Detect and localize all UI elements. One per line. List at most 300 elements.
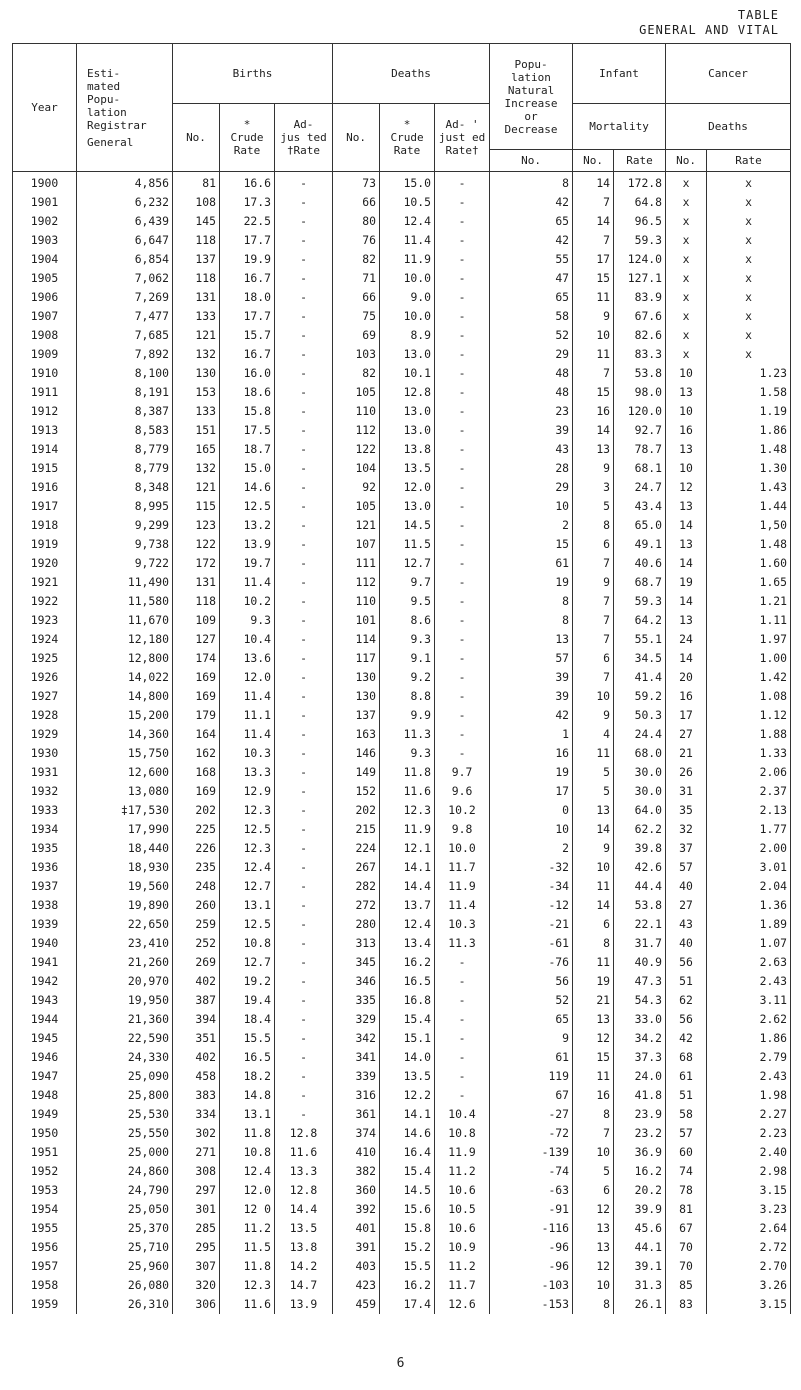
table-row (13, 1276, 791, 1295)
table-cell: 43 (666, 915, 707, 934)
table-cell: 320 (173, 1276, 220, 1295)
table-cell: 302 (173, 1124, 220, 1143)
table-cell: 82 (333, 364, 380, 383)
table-cell: - (275, 896, 333, 915)
table-cell: - (275, 725, 333, 744)
table-cell: 25,090 (77, 1067, 173, 1086)
table-cell: 48 (490, 364, 573, 383)
table-cell: 23 (490, 402, 573, 421)
table-cell: 105 (333, 383, 380, 402)
table-cell: 62 (666, 991, 707, 1010)
table-cell: 202 (173, 801, 220, 820)
table-cell: 1.89 (707, 915, 791, 934)
table-cell: 22,650 (77, 915, 173, 934)
table-row (13, 1200, 791, 1219)
table-cell: 40 (666, 934, 707, 953)
table-cell: - (275, 554, 333, 573)
table-cell: 2.98 (707, 1162, 791, 1181)
table-cell: 16.4 (380, 1143, 435, 1162)
table-cell: 11.4 (220, 573, 275, 592)
table-cell: 118 (173, 231, 220, 250)
table-cell: 24.7 (614, 478, 666, 497)
table-cell: 12.4 (380, 915, 435, 934)
table-cell: 34.2 (614, 1029, 666, 1048)
table-cell: -72 (490, 1124, 573, 1143)
table-cell: - (275, 383, 333, 402)
table-cell: 153 (173, 383, 220, 402)
table-cell: 47 (490, 269, 573, 288)
table-cell: - (275, 345, 333, 364)
table-cell: 14.5 (380, 516, 435, 535)
table-cell: 83.9 (614, 288, 666, 307)
table-cell: 124.0 (614, 250, 666, 269)
table-cell: 9.0 (380, 288, 435, 307)
table-cell: - (435, 706, 490, 725)
table-cell: 8,583 (77, 421, 173, 440)
table-cell: -91 (490, 1200, 573, 1219)
table-cell: 1957 (13, 1257, 77, 1276)
table-cell: 11.5 (220, 1238, 275, 1257)
table-cell: 2.43 (707, 1067, 791, 1086)
table-cell: 122 (173, 535, 220, 554)
table-cell: 41.4 (614, 668, 666, 687)
table-cell: 11.4 (220, 725, 275, 744)
table-cell: 19.7 (220, 554, 275, 573)
table-cell: x (666, 288, 707, 307)
table-cell: 1 (490, 725, 573, 744)
table-cell: 78 (666, 1181, 707, 1200)
table-cell: 16.6 (220, 172, 275, 194)
table-cell: 22,590 (77, 1029, 173, 1048)
table-cell: 16.2 (614, 1162, 666, 1181)
table-cell: 164 (173, 725, 220, 744)
table-cell: - (435, 421, 490, 440)
table-cell: 11 (573, 877, 614, 896)
table-row (13, 1086, 791, 1105)
table-cell: - (435, 1029, 490, 1048)
table-cell: 16.7 (220, 345, 275, 364)
table-cell: 1.43 (707, 478, 791, 497)
table-cell: 15,750 (77, 744, 173, 763)
table-cell: 1938 (13, 896, 77, 915)
table-row (13, 1295, 791, 1314)
table-cell: 121 (173, 478, 220, 497)
table-cell: 19,560 (77, 877, 173, 896)
table-cell: x (707, 172, 791, 194)
table-cell: 11.2 (220, 1219, 275, 1238)
table-cell: 383 (173, 1086, 220, 1105)
table-cell: 11.6 (220, 1295, 275, 1314)
table-cell: -63 (490, 1181, 573, 1200)
table-cell: - (435, 972, 490, 991)
table-cell: - (435, 516, 490, 535)
table-cell: 7 (573, 611, 614, 630)
table-cell: x (666, 231, 707, 250)
table-cell: 23.2 (614, 1124, 666, 1143)
table-cell: 1906 (13, 288, 77, 307)
table-cell: 14.1 (380, 1105, 435, 1124)
table-cell: 40.9 (614, 953, 666, 972)
table-row (13, 573, 791, 592)
table-cell: - (275, 172, 333, 194)
table-cell: 13 (666, 440, 707, 459)
table-cell: 19 (490, 573, 573, 592)
table-cell: 202 (333, 801, 380, 820)
table-cell: 59.2 (614, 687, 666, 706)
table-row (13, 535, 791, 554)
table-cell: 4,856 (77, 172, 173, 194)
table-cell: - (435, 725, 490, 744)
table-cell: 64.8 (614, 193, 666, 212)
table-cell: 1909 (13, 345, 77, 364)
table-row (13, 459, 791, 478)
table-cell: - (275, 478, 333, 497)
table-cell: - (275, 516, 333, 535)
table-cell: 12 (666, 478, 707, 497)
table-cell: 19 (490, 763, 573, 782)
table-cell: 13 (573, 801, 614, 820)
table-cell: 1928 (13, 706, 77, 725)
table-row (13, 1124, 791, 1143)
table-cell: 2.23 (707, 1124, 791, 1143)
table-cell: 39.9 (614, 1200, 666, 1219)
table-cell: 1927 (13, 687, 77, 706)
table-cell: - (435, 383, 490, 402)
table-cell: - (435, 288, 490, 307)
table-cell: - (275, 573, 333, 592)
table-cell: x (666, 193, 707, 212)
table-cell: - (275, 535, 333, 554)
table-cell: 40.6 (614, 554, 666, 573)
table-cell: 11,670 (77, 611, 173, 630)
table-cell: 44.1 (614, 1238, 666, 1257)
table-cell: 13.3 (275, 1162, 333, 1181)
table-cell: 78.7 (614, 440, 666, 459)
table-cell: 32 (666, 820, 707, 839)
table-cell: 58 (490, 307, 573, 326)
header-births-adjusted: Ad- jus ted †Rate (275, 104, 333, 172)
table-cell: 2.27 (707, 1105, 791, 1124)
table-cell: 285 (173, 1219, 220, 1238)
table-cell: - (275, 782, 333, 801)
table-cell: - (275, 231, 333, 250)
table-cell: 5 (573, 782, 614, 801)
table-cell: 5 (573, 763, 614, 782)
table-cell: 13.5 (275, 1219, 333, 1238)
table-cell: 15,200 (77, 706, 173, 725)
table-cell: 14,360 (77, 725, 173, 744)
header-deaths-no: No. (333, 104, 380, 172)
table-cell: 14.5 (380, 1181, 435, 1200)
table-cell: 7 (573, 630, 614, 649)
table-cell: 1.42 (707, 668, 791, 687)
table-cell: 13,080 (77, 782, 173, 801)
table-cell: - (435, 307, 490, 326)
table-cell: 16 (490, 744, 573, 763)
table-cell: -27 (490, 1105, 573, 1124)
table-cell: 14 (666, 554, 707, 573)
table-row (13, 725, 791, 744)
table-cell: 8 (490, 172, 573, 194)
table-cell: - (275, 801, 333, 820)
table-cell: - (435, 326, 490, 345)
table-cell: 130 (333, 668, 380, 687)
table-cell: 346 (333, 972, 380, 991)
table-cell: 12.3 (220, 801, 275, 820)
table-cell: - (275, 820, 333, 839)
table-cell: 295 (173, 1238, 220, 1257)
table-cell: 17 (490, 782, 573, 801)
table-cell: 1943 (13, 991, 77, 1010)
table-cell: 85 (666, 1276, 707, 1295)
table-cell: 11.4 (380, 231, 435, 250)
table-cell: 8 (573, 1105, 614, 1124)
table-cell: 1934 (13, 820, 77, 839)
table-cell: - (275, 1048, 333, 1067)
table-cell: 12.0 (220, 1181, 275, 1200)
table-cell: 14.1 (380, 858, 435, 877)
table-cell: 25,370 (77, 1219, 173, 1238)
table-cell: 121 (333, 516, 380, 535)
table-cell: 31.7 (614, 934, 666, 953)
table-cell: 1948 (13, 1086, 77, 1105)
table-cell: 19,890 (77, 896, 173, 915)
table-cell: 7,062 (77, 269, 173, 288)
table-cell: 42 (490, 706, 573, 725)
table-cell: 3.15 (707, 1295, 791, 1314)
table-cell: 1904 (13, 250, 77, 269)
table-cell: 12 0 (220, 1200, 275, 1219)
table-cell: 16.0 (220, 364, 275, 383)
table-cell: 21,260 (77, 953, 173, 972)
table-cell: 9,722 (77, 554, 173, 573)
table-cell: 16.7 (220, 269, 275, 288)
table-cell: 18.2 (220, 1067, 275, 1086)
table-cell: 122 (333, 440, 380, 459)
table-cell: 1.11 (707, 611, 791, 630)
table-cell: 7 (573, 592, 614, 611)
table-cell: 12.6 (435, 1295, 490, 1314)
table-cell: 345 (333, 953, 380, 972)
table-cell: 9 (573, 839, 614, 858)
table-cell: 172.8 (614, 172, 666, 194)
table-cell: -103 (490, 1276, 573, 1295)
table-cell: 7 (573, 554, 614, 573)
table-cell: 2.37 (707, 782, 791, 801)
table-cell: 68.1 (614, 459, 666, 478)
table-cell: 12.2 (380, 1086, 435, 1105)
table-cell: 14.8 (220, 1086, 275, 1105)
table-cell: 1932 (13, 782, 77, 801)
table-cell: 108 (173, 193, 220, 212)
table-cell: - (435, 459, 490, 478)
table-cell: 56 (490, 972, 573, 991)
table-cell: 10.8 (220, 934, 275, 953)
table-cell: - (275, 459, 333, 478)
table-cell: 35 (666, 801, 707, 820)
table-cell: 13 (490, 630, 573, 649)
table-cell: 12 (573, 1257, 614, 1276)
table-cell: 23,410 (77, 934, 173, 953)
table-cell: 69 (333, 326, 380, 345)
table-cell: 169 (173, 687, 220, 706)
header-infant: Infant (573, 44, 666, 104)
table-cell: 30.0 (614, 763, 666, 782)
table-cell: 19 (573, 972, 614, 991)
table-cell: 10.0 (380, 307, 435, 326)
table-cell: - (275, 1067, 333, 1086)
table-cell: 112 (333, 421, 380, 440)
table-cell: 151 (173, 421, 220, 440)
table-cell: 127.1 (614, 269, 666, 288)
table-cell: 1919 (13, 535, 77, 554)
table-cell: 59.3 (614, 592, 666, 611)
table-cell: 1917 (13, 497, 77, 516)
table-cell: 37.3 (614, 1048, 666, 1067)
table-cell: - (275, 326, 333, 345)
header-mortality: Mortality (573, 104, 666, 150)
table-cell: 24.4 (614, 725, 666, 744)
table-row (13, 763, 791, 782)
table-cell: 12,600 (77, 763, 173, 782)
table-row (13, 1105, 791, 1124)
table-cell: 9.3 (380, 744, 435, 763)
table-cell: - (435, 744, 490, 763)
table-cell: - (275, 953, 333, 972)
table-cell: 20.2 (614, 1181, 666, 1200)
table-cell: 59.3 (614, 231, 666, 250)
table-cell: 17.5 (220, 421, 275, 440)
table-row (13, 896, 791, 915)
table-cell: 1916 (13, 478, 77, 497)
table-cell: 26 (666, 763, 707, 782)
table-cell: - (275, 687, 333, 706)
table-cell: 1.88 (707, 725, 791, 744)
table-cell: 174 (173, 649, 220, 668)
table-cell: 14.6 (220, 478, 275, 497)
table-row (13, 668, 791, 687)
table-cell: 13.5 (380, 459, 435, 478)
table-cell: 65 (490, 212, 573, 231)
table-cell: 39.1 (614, 1257, 666, 1276)
table-row (13, 1162, 791, 1181)
table-cell: 7 (573, 193, 614, 212)
table-cell: - (435, 1010, 490, 1029)
table-cell: 15.0 (220, 459, 275, 478)
table-row (13, 1181, 791, 1200)
table-cell: 11.2 (435, 1162, 490, 1181)
table-row (13, 288, 791, 307)
table-cell: 19.2 (220, 972, 275, 991)
table-cell: x (707, 212, 791, 231)
table-cell: 2 (490, 839, 573, 858)
table-cell: x (666, 326, 707, 345)
table-cell: 8,100 (77, 364, 173, 383)
table-cell: 80 (333, 212, 380, 231)
table-cell: 1933 (13, 801, 77, 820)
table-cell: - (435, 1067, 490, 1086)
table-cell: 272 (333, 896, 380, 915)
table-cell: 1953 (13, 1181, 77, 1200)
table-cell: 12,800 (77, 649, 173, 668)
table-cell: - (435, 1048, 490, 1067)
table-cell: 15.6 (380, 1200, 435, 1219)
table-cell: 111 (333, 554, 380, 573)
table-cell: 1903 (13, 231, 77, 250)
table-cell: - (435, 611, 490, 630)
table-cell: - (435, 630, 490, 649)
table-cell: 131 (173, 573, 220, 592)
table-cell: 3.11 (707, 991, 791, 1010)
table-cell: x (707, 269, 791, 288)
table-cell: 401 (333, 1219, 380, 1238)
table-cell: 11.5 (380, 535, 435, 554)
table-cell: 14 (573, 820, 614, 839)
table-cell: 252 (173, 934, 220, 953)
table-cell: 9.6 (435, 782, 490, 801)
table-cell: -12 (490, 896, 573, 915)
table-cell: 1902 (13, 212, 77, 231)
table-cell: 162 (173, 744, 220, 763)
table-cell: 56 (666, 1010, 707, 1029)
table-cell: 1954 (13, 1200, 77, 1219)
table-cell: 13.0 (380, 421, 435, 440)
table-cell: 15.4 (380, 1010, 435, 1029)
table-cell: 92.7 (614, 421, 666, 440)
table-cell: 6 (573, 649, 614, 668)
table-cell: 14 (573, 212, 614, 231)
table-cell: 1956 (13, 1238, 77, 1257)
header-births: Births (173, 44, 333, 104)
table-row (13, 1238, 791, 1257)
table-cell: 1.60 (707, 554, 791, 573)
table-cell: 15.8 (220, 402, 275, 421)
table-cell: 248 (173, 877, 220, 896)
table-cell: 307 (173, 1257, 220, 1276)
table-row (13, 269, 791, 288)
table-cell: - (275, 440, 333, 459)
table-cell: 11,580 (77, 592, 173, 611)
table-cell: 8.6 (380, 611, 435, 630)
table-cell: 215 (333, 820, 380, 839)
table-cell: 11.2 (435, 1257, 490, 1276)
table-cell: 18.4 (220, 1010, 275, 1029)
table-cell: 11.4 (435, 896, 490, 915)
table-cell: 64.0 (614, 801, 666, 820)
table-cell: 26.1 (614, 1295, 666, 1314)
table-cell: 11.3 (380, 725, 435, 744)
table-cell: 13.9 (275, 1295, 333, 1314)
table-cell: 225 (173, 820, 220, 839)
table-cell: 9.9 (380, 706, 435, 725)
table-cell: - (435, 172, 490, 194)
table-cell: 13.2 (220, 516, 275, 535)
table-cell: 39 (490, 668, 573, 687)
table-cell: 374 (333, 1124, 380, 1143)
table-cell: -34 (490, 877, 573, 896)
table-cell: 1918 (13, 516, 77, 535)
table-cell: 39 (490, 687, 573, 706)
table-cell: 3.01 (707, 858, 791, 877)
table-cell: 271 (173, 1143, 220, 1162)
table-cell: 75 (333, 307, 380, 326)
table-cell: -74 (490, 1162, 573, 1181)
table-cell: 51 (666, 1086, 707, 1105)
table-cell: 13.5 (380, 1067, 435, 1086)
table-row (13, 820, 791, 839)
table-cell: 403 (333, 1257, 380, 1276)
table-cell: 11.1 (220, 706, 275, 725)
